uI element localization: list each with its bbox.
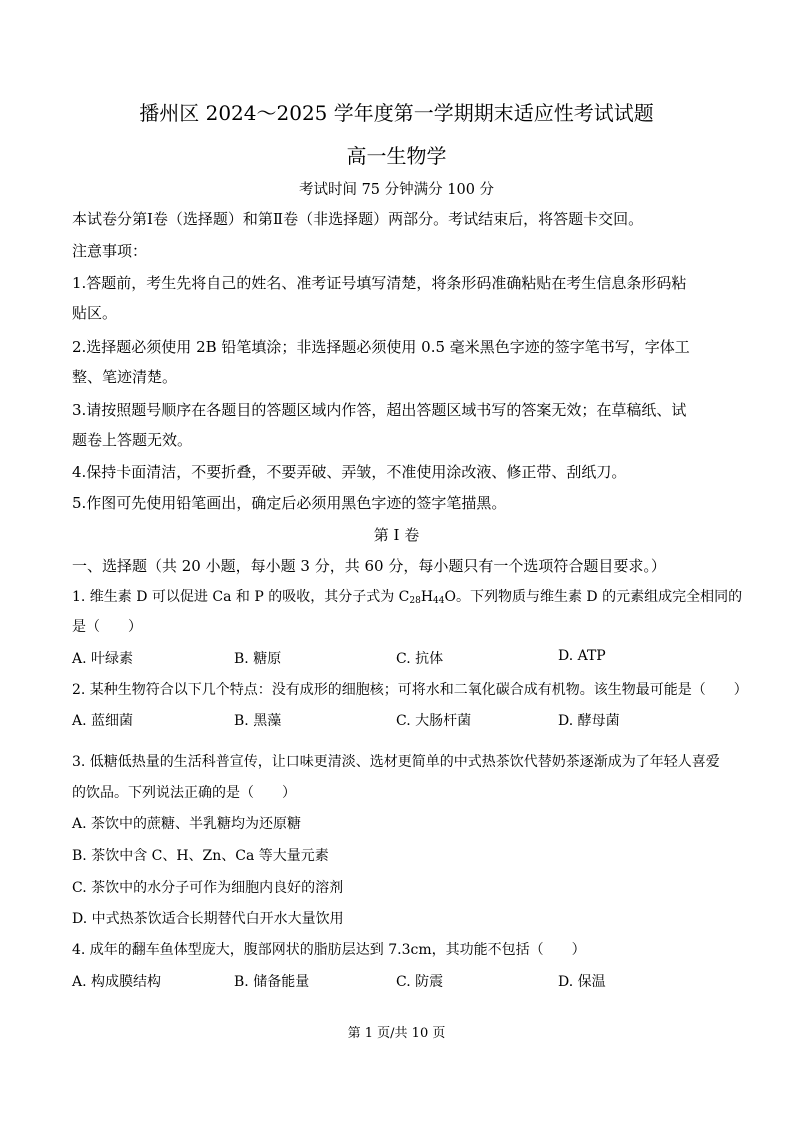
question-1-option-c[interactable]: C. 抗体 [396,651,444,667]
question-1-option-b[interactable]: B. 糖原 [234,651,282,667]
question-2-option-d[interactable]: D. 酵母菌 [558,713,620,729]
volume-title: 第 I 卷 [373,526,420,544]
question-1-stem [72,586,742,606]
formula-subscript-c: 28 [409,596,421,606]
question-4-option-b[interactable]: B. 储备能量 [234,974,310,990]
notes-title: 注意事项： [72,242,148,260]
note-1-line-2: 贴区。 [72,304,118,322]
question-2-stem: 2. 某种生物符合以下几个特点：没有成形的细胞核；可将水和二氧化碳合成有机物。该生物最可能是（ ） [72,682,748,698]
exam-title: 播州区 2024～2025 学年度第一学期期末适应性考试试题 [139,101,654,125]
question-3-option-b[interactable]: B. 茶饮中含 C、H、Zn、Ca 等大量元素 [72,848,329,864]
question-3-stem-line-1: 3. 低糖低热量的生活科普宣传，让口味更清淡、选材更简单的中式热茶饮代替奶茶逐渐成为了年轻人喜爱 [72,754,720,770]
section-heading: 一、选择题（共 20 小题，每小题 3 分，共 60 分，每小题只有一个选项符合题目要求。） [72,557,666,575]
note-2-line-2: 整、笔迹清楚。 [72,368,178,386]
question-2-option-c[interactable]: C. 大肠杆菌 [396,713,472,729]
question-1-stem-line-2: 是（ ） [72,619,142,635]
note-5: 5.作图可先使用铅笔画出，确定后必须用黑色字迹的签字笔描黑。 [72,494,507,512]
question-4-stem: 4. 成年的翻车鱼体型庞大，腹部网状的脂肪层达到 7.3cm，其功能不包括（ ） [72,942,586,958]
question-1-stem-part-b: H [420,589,434,605]
question-1-stem-part-c: O。下列物质与维生素 D 的元素组成完全相同的 [444,589,743,605]
note-2-line-1: 2.选择题必须使用 2B 铅笔填涂；非选择题必须使用 0.5 毫米黑色字迹的签字笔书写，字体工 [72,338,690,356]
note-4: 4.保持卡面清洁，不要折叠，不要弄破、弄皱，不准使用涂改液、修正带、刮纸刀。 [72,463,627,481]
question-3-stem-line-2: 的饮品。下列说法正确的是（ ） [72,785,296,801]
question-4-option-a[interactable]: A. 构成膜结构 [72,974,162,990]
question-3-option-a[interactable]: A. 茶饮中的蔗糖、半乳糖均为还原糖 [72,816,302,832]
exam-time-info: 考试时间 75 分钟满分 100 分 [298,182,495,198]
page-number-footer: 第 1 页/共 10 页 [347,1026,446,1041]
question-3-option-c[interactable]: C. 茶饮中的水分子可作为细胞内良好的溶剂 [72,880,344,896]
formula-subscript-h: 44 [433,596,445,606]
question-1-stem-part-a: 1. 维生素 D 可以促进 Ca 和 P 的吸收，其分子式为 C [72,589,410,605]
note-3-line-2: 题卷上答题无效。 [72,431,193,449]
note-3-line-1: 3.请按照题号顺序在各题目的答题区域内作答，超出答题区域书写的答案无效；在草稿纸、试 [72,401,687,419]
question-1-option-a[interactable]: A. 叶绿素 [72,651,134,667]
subject-title: 高一生物学 [346,144,447,168]
question-4-option-c[interactable]: C. 防震 [396,974,444,990]
question-2-option-a[interactable]: A. 蓝细菌 [72,713,134,729]
note-1-line-1: 1.答题前，考生先将自己的姓名、准考证号填写清楚，将条形码准确粘贴在考生信息条形码粘 [72,274,687,292]
intro-text: 本试卷分第Ⅰ卷（选择题）和第Ⅱ卷（非选择题）两部分。考试结束后，将答题卡交回。 [72,210,644,228]
question-2-option-b[interactable]: B. 黑藻 [234,713,282,729]
question-1-option-d[interactable]: D. ATP [558,648,606,664]
question-4-option-d[interactable]: D. 保温 [558,974,606,990]
question-3-option-d[interactable]: D. 中式热茶饮适合长期替代白开水大量饮用 [72,911,344,927]
